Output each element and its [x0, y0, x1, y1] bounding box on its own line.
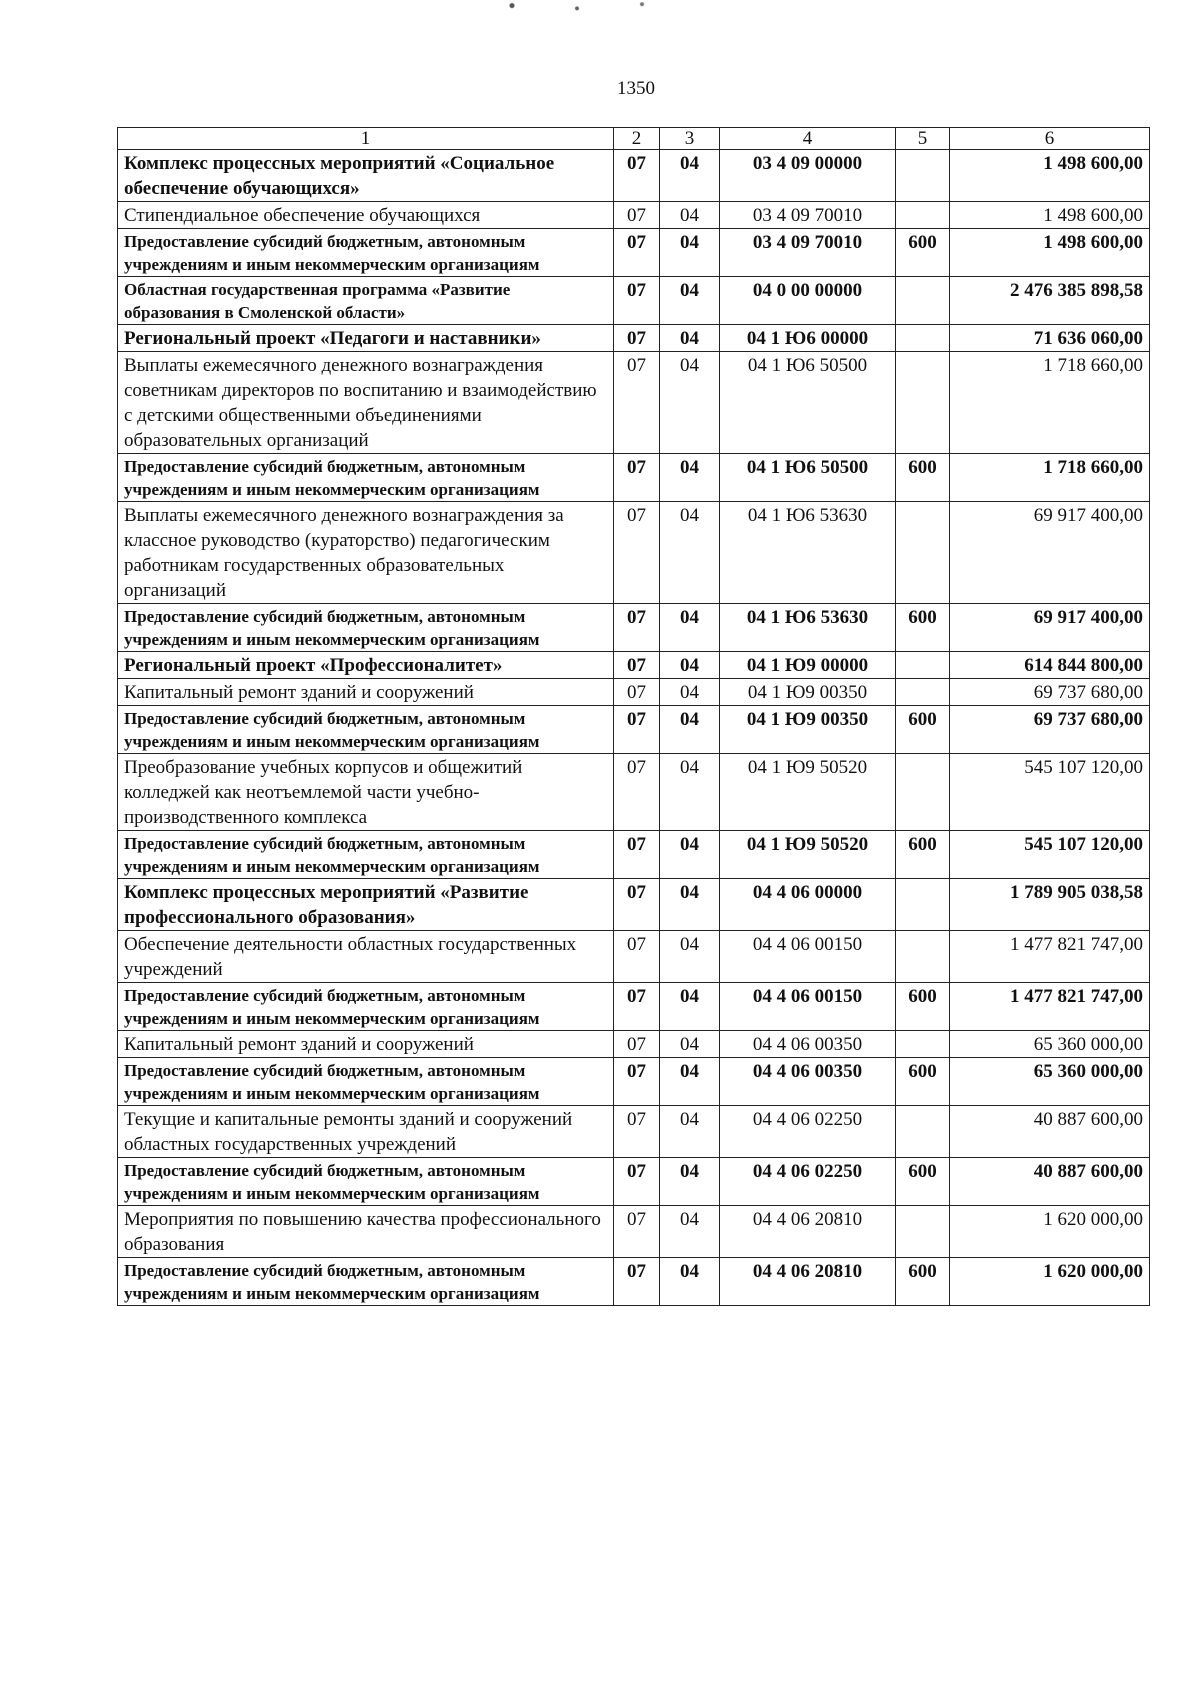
table-row [118, 754, 1150, 831]
row-section: 07 [614, 1158, 660, 1206]
row-name: Выплаты ежемесячного денежного вознаграждения советникам директоров по воспитанию и взаимодействию с детскими общественными объединениями образовательных организаций [118, 352, 614, 454]
row-amount: 1 498 600,00 [950, 202, 1150, 229]
row-name: Региональный проект «Профессионалитет» [118, 652, 614, 679]
row-amount: 69 737 680,00 [950, 679, 1150, 706]
row-target-article: 04 1 Ю6 00000 [720, 325, 896, 352]
row-name: Предоставление субсидий бюджетным, автономным учреждениям и иным некоммерческим организациям [118, 706, 614, 754]
row-amount: 614 844 800,00 [950, 652, 1150, 679]
row-target-article: 04 4 06 00150 [720, 931, 896, 983]
row-section: 07 [614, 277, 660, 325]
row-section: 07 [614, 831, 660, 879]
table-row [118, 1258, 1150, 1306]
row-expense-type [896, 652, 950, 679]
row-name: Предоставление субсидий бюджетным, автономным учреждениям и иным некоммерческим организациям [118, 454, 614, 502]
scan-artifact [460, 0, 720, 14]
row-expense-type [896, 931, 950, 983]
row-section: 07 [614, 1106, 660, 1158]
row-amount: 1 477 821 747,00 [950, 931, 1150, 983]
row-name: Мероприятия по повышению качества профессионального образования [118, 1206, 614, 1258]
row-amount: 40 887 600,00 [950, 1106, 1150, 1158]
row-amount: 1 498 600,00 [950, 229, 1150, 277]
row-target-article: 04 0 00 00000 [720, 277, 896, 325]
row-subsection: 04 [660, 325, 720, 352]
header-col-1: 1 [118, 128, 614, 150]
row-section: 07 [614, 1206, 660, 1258]
row-amount: 1 620 000,00 [950, 1206, 1150, 1258]
row-name: Комплекс процессных мероприятий «Социальное обеспечение обучающихся» [118, 150, 614, 202]
row-amount: 69 917 400,00 [950, 604, 1150, 652]
row-subsection: 04 [660, 931, 720, 983]
row-subsection: 04 [660, 277, 720, 325]
row-expense-type [896, 150, 950, 202]
row-name: Текущие и капитальные ремонты зданий и сооружений областных государственных учреждений [118, 1106, 614, 1158]
row-target-article: 04 4 06 00350 [720, 1031, 896, 1058]
row-expense-type [896, 1206, 950, 1258]
row-amount: 545 107 120,00 [950, 831, 1150, 879]
row-subsection: 04 [660, 454, 720, 502]
header-col-4: 4 [720, 128, 896, 150]
row-target-article: 04 4 06 02250 [720, 1158, 896, 1206]
table-row [118, 652, 1150, 679]
row-subsection: 04 [660, 502, 720, 604]
row-subsection: 04 [660, 679, 720, 706]
row-section: 07 [614, 502, 660, 604]
row-target-article: 04 1 Ю6 53630 [720, 604, 896, 652]
table-row [118, 706, 1150, 754]
row-expense-type: 600 [896, 229, 950, 277]
row-section: 07 [614, 454, 660, 502]
row-expense-type [896, 1106, 950, 1158]
row-expense-type: 600 [896, 706, 950, 754]
row-subsection: 04 [660, 983, 720, 1031]
row-section: 07 [614, 679, 660, 706]
row-name: Предоставление субсидий бюджетным, автономным учреждениям и иным некоммерческим организациям [118, 604, 614, 652]
row-expense-type: 600 [896, 454, 950, 502]
table-row [118, 831, 1150, 879]
row-expense-type: 600 [896, 1158, 950, 1206]
table-row [118, 229, 1150, 277]
row-amount: 545 107 120,00 [950, 754, 1150, 831]
row-expense-type [896, 679, 950, 706]
row-target-article: 04 1 Ю9 00000 [720, 652, 896, 679]
table-row [118, 983, 1150, 1031]
row-section: 07 [614, 1031, 660, 1058]
table-row [118, 931, 1150, 983]
row-subsection: 04 [660, 202, 720, 229]
table-row [118, 1206, 1150, 1258]
row-name: Региональный проект «Педагоги и наставники» [118, 325, 614, 352]
row-target-article: 03 4 09 00000 [720, 150, 896, 202]
row-expense-type [896, 502, 950, 604]
row-section: 07 [614, 325, 660, 352]
row-amount: 1 789 905 038,58 [950, 879, 1150, 931]
row-expense-type [896, 325, 950, 352]
table-row [118, 325, 1150, 352]
table-row [118, 879, 1150, 931]
row-subsection: 04 [660, 1106, 720, 1158]
row-amount: 1 477 821 747,00 [950, 983, 1150, 1031]
row-name: Преобразование учебных корпусов и общежитий колледжей как неотъемлемой части учебно-производственного комплекса [118, 754, 614, 831]
row-target-article: 04 4 06 00150 [720, 983, 896, 1031]
row-subsection: 04 [660, 604, 720, 652]
row-expense-type: 600 [896, 1058, 950, 1106]
header-col-3: 3 [660, 128, 720, 150]
row-target-article: 04 1 Ю9 00350 [720, 706, 896, 754]
row-amount: 65 360 000,00 [950, 1058, 1150, 1106]
row-name: Стипендиальное обеспечение обучающихся [118, 202, 614, 229]
table-row [118, 202, 1150, 229]
row-amount: 2 476 385 898,58 [950, 277, 1150, 325]
row-subsection: 04 [660, 706, 720, 754]
table-body [118, 150, 1150, 1306]
row-amount: 1 620 000,00 [950, 1258, 1150, 1306]
budget-table [117, 127, 1150, 1306]
row-target-article: 04 4 06 20810 [720, 1206, 896, 1258]
row-expense-type [896, 277, 950, 325]
row-name: Предоставление субсидий бюджетным, автономным учреждениям и иным некоммерческим организациям [118, 831, 614, 879]
row-subsection: 04 [660, 229, 720, 277]
row-section: 07 [614, 229, 660, 277]
row-target-article: 04 1 Ю6 50500 [720, 454, 896, 502]
table-row [118, 1058, 1150, 1106]
row-subsection: 04 [660, 1258, 720, 1306]
row-subsection: 04 [660, 652, 720, 679]
row-target-article: 04 1 Ю9 50520 [720, 831, 896, 879]
row-section: 07 [614, 652, 660, 679]
row-name: Предоставление субсидий бюджетным, автономным учреждениям и иным некоммерческим организациям [118, 229, 614, 277]
table-row [118, 1158, 1150, 1206]
row-name: Предоставление субсидий бюджетным, автономным учреждениям и иным некоммерческим организациям [118, 1058, 614, 1106]
row-section: 07 [614, 150, 660, 202]
row-subsection: 04 [660, 879, 720, 931]
row-name: Капитальный ремонт зданий и сооружений [118, 1031, 614, 1058]
row-name: Областная государственная программа «Развитие образования в Смоленской области» [118, 277, 614, 325]
row-target-article: 04 4 06 00350 [720, 1058, 896, 1106]
row-expense-type [896, 202, 950, 229]
row-expense-type: 600 [896, 1258, 950, 1306]
row-amount: 1 718 660,00 [950, 352, 1150, 454]
table-row [118, 150, 1150, 202]
row-section: 07 [614, 202, 660, 229]
table-row [118, 1106, 1150, 1158]
row-amount: 69 917 400,00 [950, 502, 1150, 604]
header-col-5: 5 [896, 128, 950, 150]
row-section: 07 [614, 1058, 660, 1106]
row-target-article: 04 4 06 20810 [720, 1258, 896, 1306]
table-header-row [118, 128, 1150, 150]
row-expense-type [896, 1031, 950, 1058]
row-amount: 71 636 060,00 [950, 325, 1150, 352]
row-expense-type: 600 [896, 604, 950, 652]
row-section: 07 [614, 706, 660, 754]
row-section: 07 [614, 604, 660, 652]
row-target-article: 04 1 Ю9 50520 [720, 754, 896, 831]
row-name: Капитальный ремонт зданий и сооружений [118, 679, 614, 706]
row-section: 07 [614, 983, 660, 1031]
row-name: Предоставление субсидий бюджетным, автономным учреждениям и иным некоммерческим организациям [118, 1258, 614, 1306]
row-expense-type: 600 [896, 983, 950, 1031]
row-expense-type [896, 352, 950, 454]
row-amount: 40 887 600,00 [950, 1158, 1150, 1206]
row-target-article: 04 1 Ю6 50500 [720, 352, 896, 454]
row-target-article: 04 1 Ю9 00350 [720, 679, 896, 706]
row-amount: 1 718 660,00 [950, 454, 1150, 502]
row-target-article: 04 1 Ю6 53630 [720, 502, 896, 604]
table-row [118, 454, 1150, 502]
row-name: Обеспечение деятельности областных государственных учреждений [118, 931, 614, 983]
row-section: 07 [614, 754, 660, 831]
row-expense-type: 600 [896, 831, 950, 879]
row-target-article: 04 4 06 02250 [720, 1106, 896, 1158]
row-subsection: 04 [660, 150, 720, 202]
page-number: 1350 [617, 78, 655, 99]
table-row [118, 502, 1150, 604]
row-target-article: 03 4 09 70010 [720, 202, 896, 229]
row-expense-type [896, 754, 950, 831]
table-row [118, 1031, 1150, 1058]
row-subsection: 04 [660, 754, 720, 831]
row-section: 07 [614, 879, 660, 931]
row-name: Выплаты ежемесячного денежного вознаграждения за классное руководство (кураторство) педагогическим работникам государственных образовательных организаций [118, 502, 614, 604]
row-amount: 65 360 000,00 [950, 1031, 1150, 1058]
row-section: 07 [614, 931, 660, 983]
table-row [118, 604, 1150, 652]
row-target-article: 04 4 06 00000 [720, 879, 896, 931]
row-name: Предоставление субсидий бюджетным, автономным учреждениям и иным некоммерческим организациям [118, 1158, 614, 1206]
header-col-6: 6 [950, 128, 1150, 150]
row-subsection: 04 [660, 1206, 720, 1258]
header-col-2: 2 [614, 128, 660, 150]
row-section: 07 [614, 1258, 660, 1306]
row-subsection: 04 [660, 831, 720, 879]
row-subsection: 04 [660, 1031, 720, 1058]
table-row [118, 277, 1150, 325]
table-row [118, 352, 1150, 454]
table-row [118, 679, 1150, 706]
row-target-article: 03 4 09 70010 [720, 229, 896, 277]
row-subsection: 04 [660, 352, 720, 454]
row-amount: 69 737 680,00 [950, 706, 1150, 754]
row-name: Комплекс процессных мероприятий «Развитие профессионального образования» [118, 879, 614, 931]
row-expense-type [896, 879, 950, 931]
row-amount: 1 498 600,00 [950, 150, 1150, 202]
row-subsection: 04 [660, 1058, 720, 1106]
row-name: Предоставление субсидий бюджетным, автономным учреждениям и иным некоммерческим организациям [118, 983, 614, 1031]
row-subsection: 04 [660, 1158, 720, 1206]
row-section: 07 [614, 352, 660, 454]
